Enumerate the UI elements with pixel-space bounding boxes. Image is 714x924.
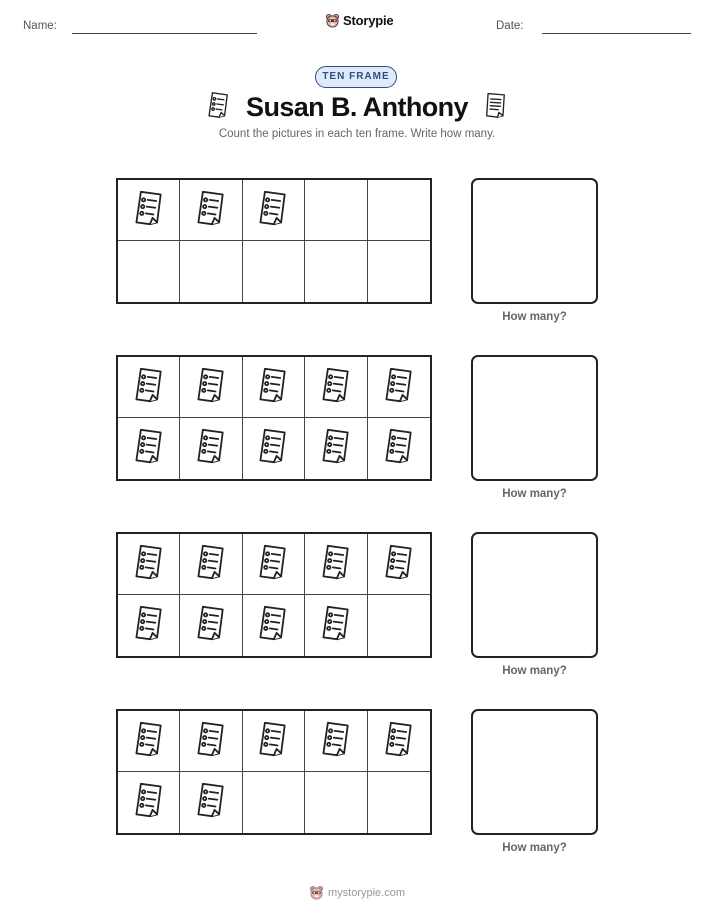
name-write-line	[72, 33, 257, 34]
answer-box-2[interactable]	[471, 355, 598, 481]
how-many-label: How many?	[502, 311, 567, 323]
document-checklist-icon	[131, 426, 167, 471]
ten-frame-cell	[368, 241, 430, 302]
document-checklist-icon	[255, 603, 291, 648]
ten-frame-cell	[180, 595, 242, 656]
ten-frame-cell	[180, 180, 242, 241]
document-checklist-icon	[381, 542, 417, 587]
ten-frame-4	[116, 709, 432, 835]
ten-frame-cell	[243, 357, 305, 418]
ten-frame-cell	[305, 534, 367, 595]
document-checklist-icon	[381, 365, 417, 410]
document-checklist-icon	[381, 719, 417, 764]
answer-box-1[interactable]	[471, 178, 598, 304]
ten-frame-cell	[305, 180, 367, 241]
ten-frame-cell	[368, 772, 430, 833]
document-checklist-icon	[131, 542, 167, 587]
footer	[0, 885, 714, 900]
ten-frame-cell	[368, 595, 430, 656]
footer-url: mystorypie.com	[327, 886, 406, 899]
ten-frame-cell	[243, 711, 305, 772]
ten-frame-cell	[118, 595, 180, 656]
date-write-line	[542, 33, 691, 34]
ten-frame-cell	[368, 534, 430, 595]
document-checklist-icon	[318, 426, 354, 471]
document-checklist-icon	[318, 603, 354, 648]
ten-frame-cell	[243, 772, 305, 833]
document-checklist-icon	[255, 188, 291, 233]
ten-frame-3	[116, 532, 432, 658]
document-checklist-icon	[131, 188, 167, 233]
ten-frame-cell	[118, 772, 180, 833]
ten-frame-cell	[243, 418, 305, 479]
ten-frame-cell	[180, 418, 242, 479]
ten-frame-cell	[180, 534, 242, 595]
ten-frame-cell	[243, 534, 305, 595]
brand-name: Storypie	[343, 13, 394, 28]
ten-frame-cell	[118, 241, 180, 302]
ten-frame-cell	[305, 241, 367, 302]
brand-logo	[325, 13, 393, 28]
document-checklist-icon	[193, 719, 229, 764]
storypie-mascot-icon	[325, 13, 340, 28]
document-checklist-icon	[131, 603, 167, 648]
title-row	[0, 90, 714, 125]
ten-frame-cell	[118, 418, 180, 479]
document-checklist-icon	[131, 365, 167, 410]
document-checklist-icon	[255, 719, 291, 764]
ten-frame-2	[116, 355, 432, 481]
ten-frame-cell	[180, 711, 242, 772]
document-checklist-icon	[255, 426, 291, 471]
ten-frame-cell	[243, 241, 305, 302]
how-many-label: How many?	[502, 665, 567, 677]
ten-frame-cell	[305, 595, 367, 656]
ten-frame-cell	[118, 534, 180, 595]
document-checklist-icon	[193, 426, 229, 471]
date-label: Date:	[496, 20, 524, 32]
document-checklist-icon	[318, 719, 354, 764]
document-checklist-icon	[318, 365, 354, 410]
ten-frame-cell	[180, 772, 242, 833]
page-title: Susan B. Anthony	[246, 92, 468, 122]
ten-frame-cell	[368, 180, 430, 241]
ten-frame-cell	[305, 772, 367, 833]
storypie-mascot-icon	[309, 885, 324, 900]
answer-box-3[interactable]	[471, 532, 598, 658]
document-checklist-icon	[381, 426, 417, 471]
how-many-label: How many?	[502, 842, 567, 854]
how-many-label: How many?	[502, 488, 567, 500]
document-checklist-icon	[193, 365, 229, 410]
ten-frame-cell	[305, 357, 367, 418]
document-checklist-icon	[193, 542, 229, 587]
ten-frame-cell	[118, 711, 180, 772]
ten-frame-cell	[305, 711, 367, 772]
ten-frame-cell	[118, 357, 180, 418]
document-checklist-icon	[255, 365, 291, 410]
ten-frame-1	[116, 178, 432, 304]
ten-frame-cell	[118, 180, 180, 241]
ten-frame-cell	[243, 180, 305, 241]
document-checklist-icon	[255, 542, 291, 587]
document-checklist-icon	[193, 188, 229, 233]
ten-frame-cell	[305, 418, 367, 479]
document-checklist-icon	[318, 542, 354, 587]
ten-frame-cell	[368, 711, 430, 772]
ten-frame-cell	[368, 418, 430, 479]
document-lines-icon	[482, 90, 509, 125]
document-checklist-icon	[131, 719, 167, 764]
document-checklist-icon	[193, 603, 229, 648]
document-checklist-icon	[205, 90, 232, 125]
activity-badge: TEN FRAME	[315, 66, 397, 88]
ten-frame-cell	[243, 595, 305, 656]
name-label: Name:	[23, 20, 57, 32]
answer-box-4[interactable]	[471, 709, 598, 835]
document-checklist-icon	[131, 780, 167, 825]
ten-frame-cell	[180, 357, 242, 418]
ten-frame-cell	[180, 241, 242, 302]
instructions: Count the pictures in each ten frame. Write how many.	[218, 128, 496, 140]
ten-frame-cell	[368, 357, 430, 418]
document-checklist-icon	[193, 780, 229, 825]
